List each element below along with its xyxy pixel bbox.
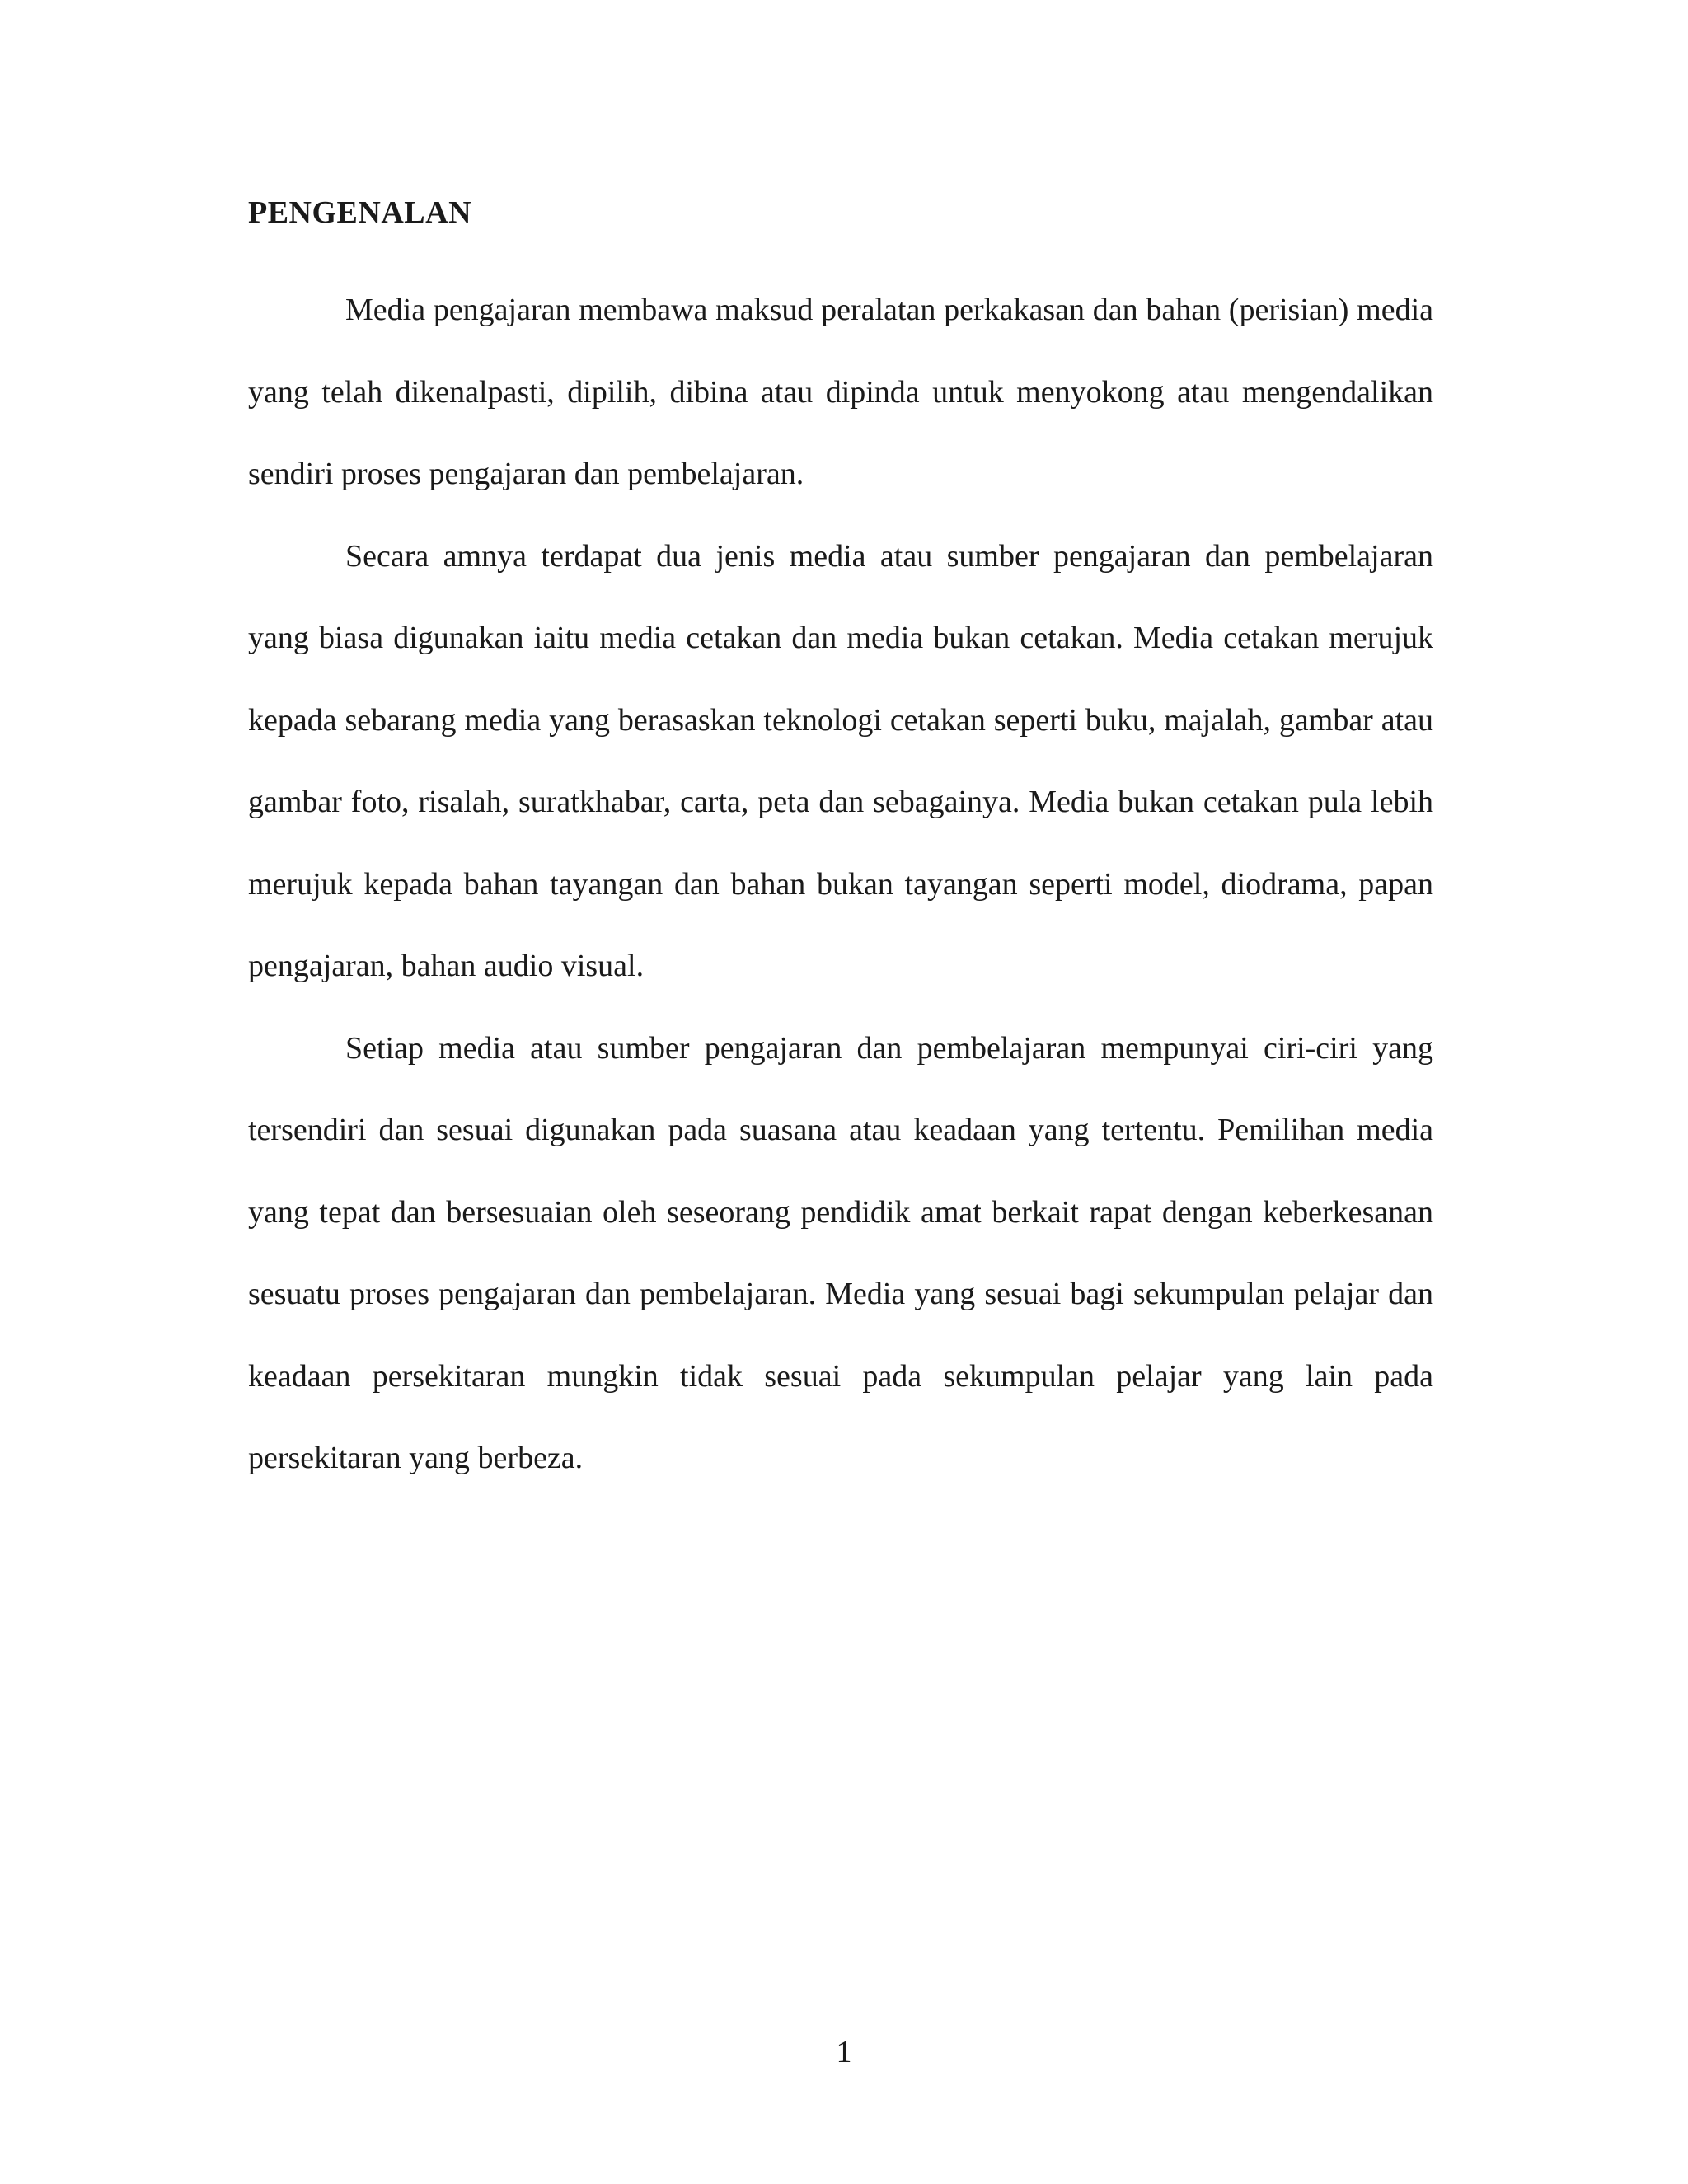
body-text (248, 269, 1433, 1500)
paragraph-3: Setiap media atau sumber pengajaran dan pembelajaran mempunyai ciri-ciri yang tersendiri dan sesuai digunakan pada suasana atau keadaan yang tertentu. Pemilihan media yang tepat dan bersesuaian oleh seseorang pendidik amat berkait rapat dengan keberkesanan sesuatu proses pengajaran dan pembelajaran. Media yang sesuai bagi sekumpulan pelajar dan keadaan persekitaran mungkin tidak sesuai pada sekumpulan pelajar yang lain pada persekitaran yang berbeza. (248, 1030, 1433, 1475)
paragraph-1: Media pengajaran membawa maksud peralatan perkakasan dan bahan (perisian) media yang telah dikenalpasti, dipilih, dibina atau dipinda untuk menyokong atau mengendalikan sendiri proses pengajaran dan pembelajaran. (248, 293, 1433, 491)
section-heading: PENGENALAN (248, 195, 472, 230)
paragraph-2: Secara amnya terdapat dua jenis media atau sumber pengajaran dan pembelajaran yang biasa digunakan iaitu media cetakan dan media bukan cetakan. Media cetakan merujuk kepada sebarang media yang berasaskan teknologi cetakan seperti buku, majalah, gambar atau gambar foto, risalah, suratkhabar, carta, peta dan sebagainya. Media bukan cetakan pula lebih merujuk kepada bahan tayangan dan bahan bukan tayangan seperti model, diodrama, papan pengajaran, bahan audio visual. (248, 538, 1433, 983)
page-number: 1 (836, 2035, 852, 2069)
